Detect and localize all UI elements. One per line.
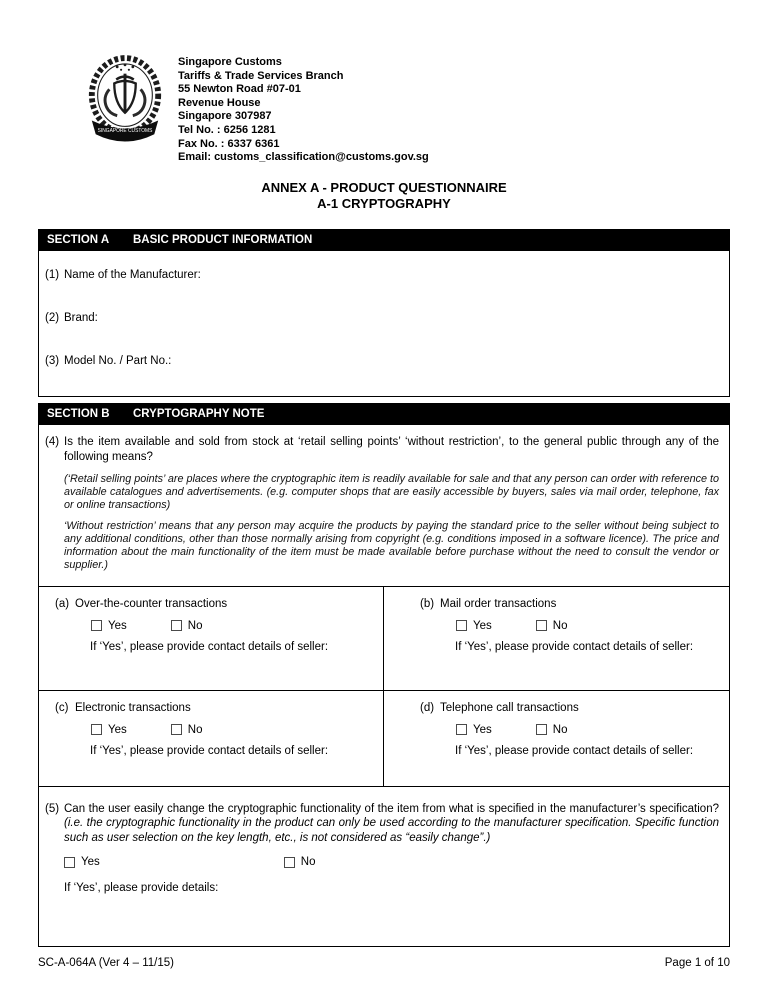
option-d-yes-label: Yes [473,723,492,736]
option-d-label [420,702,719,714]
question-5 [39,787,729,947]
option-b-yes-label: Yes [473,619,492,632]
option-b-followup: If ‘Yes’, please provide contact details of seller: [455,640,694,653]
option-b-letter: (b) [420,597,435,610]
org-address-block [178,54,429,165]
form-body [38,229,730,947]
option-d-no-label: No [552,723,568,736]
section-a-title: BASIC PRODUCT INFORMATION [133,234,313,246]
option-b-no-label: No [552,619,568,632]
option-c-letter: (c) [55,701,69,714]
org-street: 55 Newton Road #07-01 [178,83,301,96]
option-c-no-label: No [187,723,203,736]
question-4-number: (4) [45,436,60,448]
question-4-text: Is the item available and sold from stock at ‘retail selling points’ ‘without restriction’, to the general public through any of the following means? [64,436,719,463]
option-c-no-checkbox[interactable] [171,724,182,735]
question-5-paragraph [45,802,719,846]
option-cell-a [39,587,384,691]
question-3-number: (3) [45,355,60,367]
question-5-yes-checkbox[interactable] [64,857,75,868]
title-line-2: A-1 CRYPTOGRAPHY [317,196,451,211]
org-postal: Singapore 307987 [178,110,272,123]
question-1 [45,268,721,282]
question-5-yes-label: Yes [81,856,100,869]
option-d-text: Telephone call transactions [440,701,579,714]
question-4 [39,433,729,464]
option-c-checkbox-row [91,724,373,736]
option-a-label [55,598,373,610]
section-b-header [38,403,730,425]
org-email: Email: customs_classification@customs.gov.sg [178,151,429,164]
org-tel: Tel No. : 6256 1281 [178,123,276,136]
question-3 [45,354,721,368]
question-4-note-restriction: ‘Without restriction’ means that any person may acquire the products by paying the standard price to the seller without being subject to any additional conditions, other than those normally arising from copyright (e.g. conditions imposed in a software licence). The price and information about the main functionality of the item must be made available before purchase without the need to consult the vendor or supplier.) [64,520,719,571]
singapore-customs-logo [84,54,166,153]
question-1-number: (1) [45,269,60,281]
section-b-title: CRYPTOGRAPHY NOTE [133,408,265,420]
option-a-checkbox-row [91,620,373,632]
option-b-no-checkbox[interactable] [536,620,547,631]
section-b-label: SECTION B [47,408,110,420]
option-c-label [55,702,373,714]
option-a-no-label: No [187,619,203,632]
page-footer [38,957,730,969]
option-d-followup: If ‘Yes’, please provide contact details of seller: [455,744,694,757]
option-a-yes-label: Yes [108,619,127,632]
question-5-no-label: No [300,856,316,869]
option-cell-b [384,587,729,691]
question-5-number: (5) [45,802,60,815]
option-a-no-checkbox[interactable] [171,620,182,631]
question-5-answer-area [45,894,719,946]
question-5-text [64,802,719,846]
option-a-yes-checkbox[interactable] [91,620,102,631]
section-a-header [38,229,730,251]
question-2 [45,311,721,325]
page-number: Page 1 of 10 [664,957,730,969]
question-5-no-checkbox[interactable] [284,857,295,868]
option-a-letter: (a) [55,597,70,610]
org-branch: Tariffs & Trade Services Branch [178,69,344,82]
section-a-box [38,251,730,397]
transaction-options-table [39,586,729,787]
option-c-followup: If ‘Yes’, please provide contact details of seller: [90,744,329,757]
org-name: Singapore Customs [178,56,282,68]
org-fax: Fax No. : 6337 6361 [178,137,280,150]
question-5-followup: If ‘Yes’, please provide details: [64,882,219,895]
section-a-label: SECTION A [47,234,110,246]
question-2-text: Brand: [64,312,98,324]
option-c-text: Electronic transactions [75,701,191,714]
org-building: Revenue House [178,96,261,109]
option-a-followup: If ‘Yes’, please provide contact details of seller: [90,640,329,653]
option-b-checkbox-row [456,620,719,632]
customs-crest-icon [84,54,166,148]
title-line-1: ANNEX A - PRODUCT QUESTIONNAIRE [261,180,507,195]
option-cell-d [384,691,729,786]
document-title [0,180,768,212]
letterhead [84,54,429,165]
option-d-no-checkbox[interactable] [536,724,547,735]
question-5-text-normal: Can the user easily change the cryptographic functionality of the item from what is specified in the manufacturer’s specification? [64,802,719,815]
option-cell-c [39,691,384,786]
option-a-text: Over-the-counter transactions [75,597,228,610]
question-5-text-italic: (i.e. the cryptographic functionality in the product can only be used according to the manufacturer specification. Specific function such as user selection on the key length, etc., is not considered as “easily change”.) [64,817,719,844]
section-b-box [38,425,730,947]
option-d-checkbox-row [456,724,719,736]
form-code: SC-A-064A (Ver 4 – 11/15) [38,957,174,969]
question-1-text: Name of the Manufacturer: [64,269,201,281]
option-b-text: Mail order transactions [440,597,557,610]
option-b-yes-checkbox[interactable] [456,620,467,631]
option-d-yes-checkbox[interactable] [456,724,467,735]
question-4-note-retail: (‘Retail selling points’ are places where the cryptographic item is readily available for sale and that any person can order with reference to available catalogues and advertisements. (e.g. computer shops that are easily accessible by buyers, sales via mail order, telephone, fax or online transactions) [64,473,719,511]
option-c-yes-label: Yes [108,723,127,736]
option-b-label [420,598,719,610]
option-c-yes-checkbox[interactable] [91,724,102,735]
question-2-number: (2) [45,312,60,324]
logo-banner-text: SINGAPORE CUSTOMS [97,128,153,135]
question-5-checkbox-row [64,856,719,868]
question-3-text: Model No. / Part No.: [64,355,172,367]
option-d-letter: (d) [420,701,435,714]
